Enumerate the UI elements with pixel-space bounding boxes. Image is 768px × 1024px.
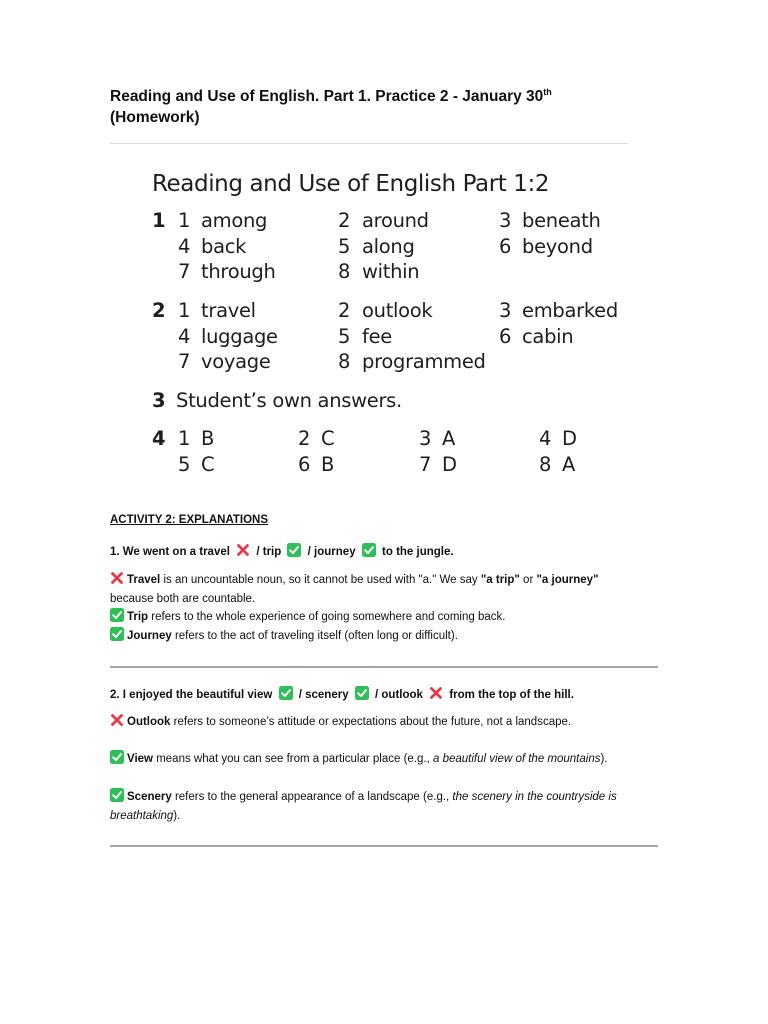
section-divider xyxy=(110,666,658,668)
check-icon xyxy=(362,543,376,557)
activity-heading: ACTIVITY 2: EXPLANATIONS xyxy=(110,514,269,526)
item-answer: around xyxy=(362,209,429,232)
item-answer: A xyxy=(442,427,456,450)
item-number: 3 xyxy=(499,299,512,322)
check-icon xyxy=(355,686,369,700)
item-answer: within xyxy=(362,260,420,283)
item-number: 8 xyxy=(338,260,351,283)
cross-icon xyxy=(429,686,443,700)
q1-explanation-travel: Travel is an uncountable noun, so it cannot be used with "a." We say "a trip" or "a journey" because both are countable. xyxy=(110,571,640,608)
q1-explanation-trip: Trip refers to the whole experience of going somewhere and coming back. xyxy=(110,608,640,627)
item-answer: cabin xyxy=(522,325,574,348)
check-icon xyxy=(110,788,124,802)
answer-key-heading: Reading and Use of English Part 1:2 xyxy=(152,171,550,197)
item-number: 2 xyxy=(338,209,351,232)
item-number: 2 xyxy=(298,427,311,450)
item-answer: C xyxy=(321,427,335,450)
item-number: 4 xyxy=(539,427,552,450)
item-answer: A xyxy=(562,453,576,476)
item-number: 3 xyxy=(499,209,512,232)
item-answer: through xyxy=(201,260,276,283)
section-number: 3 xyxy=(152,389,166,412)
check-icon xyxy=(287,543,301,557)
item-number: 4 xyxy=(178,235,191,258)
section-divider xyxy=(110,845,658,847)
item-number: 6 xyxy=(499,325,512,348)
item-answer: along xyxy=(362,235,415,258)
item-answer: D xyxy=(562,427,577,450)
q2-explanation-scenery: Scenery refers to the general appearance of a landscape (e.g., the scenery in the countryside is breathtaking). xyxy=(110,788,640,825)
title-divider xyxy=(110,143,628,144)
item-answer: D xyxy=(442,453,457,476)
item-answer: programmed xyxy=(362,350,486,373)
item-answer: voyage xyxy=(201,350,271,373)
item-number: 1 xyxy=(178,427,191,450)
question-2: 2. I enjoyed the beautiful view / scenery / outlook from the top of the hill. xyxy=(110,686,574,701)
item-number: 7 xyxy=(178,260,191,283)
item-number: 4 xyxy=(178,325,191,348)
item-answer: back xyxy=(201,235,247,258)
check-icon xyxy=(110,608,124,622)
item-answer: beyond xyxy=(522,235,593,258)
document-title: Reading and Use of English. Part 1. Practice 2 - January 30th (Homework) xyxy=(110,86,552,126)
item-number: 5 xyxy=(338,235,351,258)
check-icon xyxy=(110,750,124,764)
item-number: 6 xyxy=(298,453,311,476)
item-number: 5 xyxy=(338,325,351,348)
item-number: 3 xyxy=(419,427,432,450)
section-number: 2 xyxy=(152,299,166,322)
item-answer: outlook xyxy=(362,299,433,322)
item-answer: Student’s own answers. xyxy=(176,389,402,412)
item-number: 7 xyxy=(419,453,432,476)
item-number: 6 xyxy=(499,235,512,258)
item-answer: travel xyxy=(201,299,256,322)
cross-icon xyxy=(236,543,250,557)
section-number: 1 xyxy=(152,209,166,232)
item-answer: fee xyxy=(362,325,392,348)
item-number: 5 xyxy=(178,453,191,476)
item-number: 8 xyxy=(338,350,351,373)
question-1: 1. We went on a travel / trip / journey to the jungle. xyxy=(110,543,454,558)
item-number: 2 xyxy=(338,299,351,322)
item-answer: B xyxy=(321,453,335,476)
cross-icon xyxy=(110,571,124,585)
item-number: 1 xyxy=(178,299,191,322)
item-answer: C xyxy=(201,453,215,476)
section-number: 4 xyxy=(152,427,166,450)
item-number: 1 xyxy=(178,209,191,232)
item-answer: beneath xyxy=(522,209,601,232)
item-answer: B xyxy=(201,427,215,450)
check-icon xyxy=(110,627,124,641)
item-number: 7 xyxy=(178,350,191,373)
check-icon xyxy=(279,686,293,700)
item-number: 8 xyxy=(539,453,552,476)
q2-explanation-view: View means what you can see from a particular place (e.g., a beautiful view of the mountains). xyxy=(110,750,640,769)
item-answer: among xyxy=(201,209,268,232)
cross-icon xyxy=(110,713,124,727)
item-answer: luggage xyxy=(201,325,278,348)
item-answer: embarked xyxy=(522,299,618,322)
q2-explanation-outlook: Outlook refers to someone’s attitude or expectations about the future, not a landscape. xyxy=(110,713,640,732)
q1-explanation-journey: Journey refers to the act of traveling itself (often long or difficult). xyxy=(110,627,640,646)
